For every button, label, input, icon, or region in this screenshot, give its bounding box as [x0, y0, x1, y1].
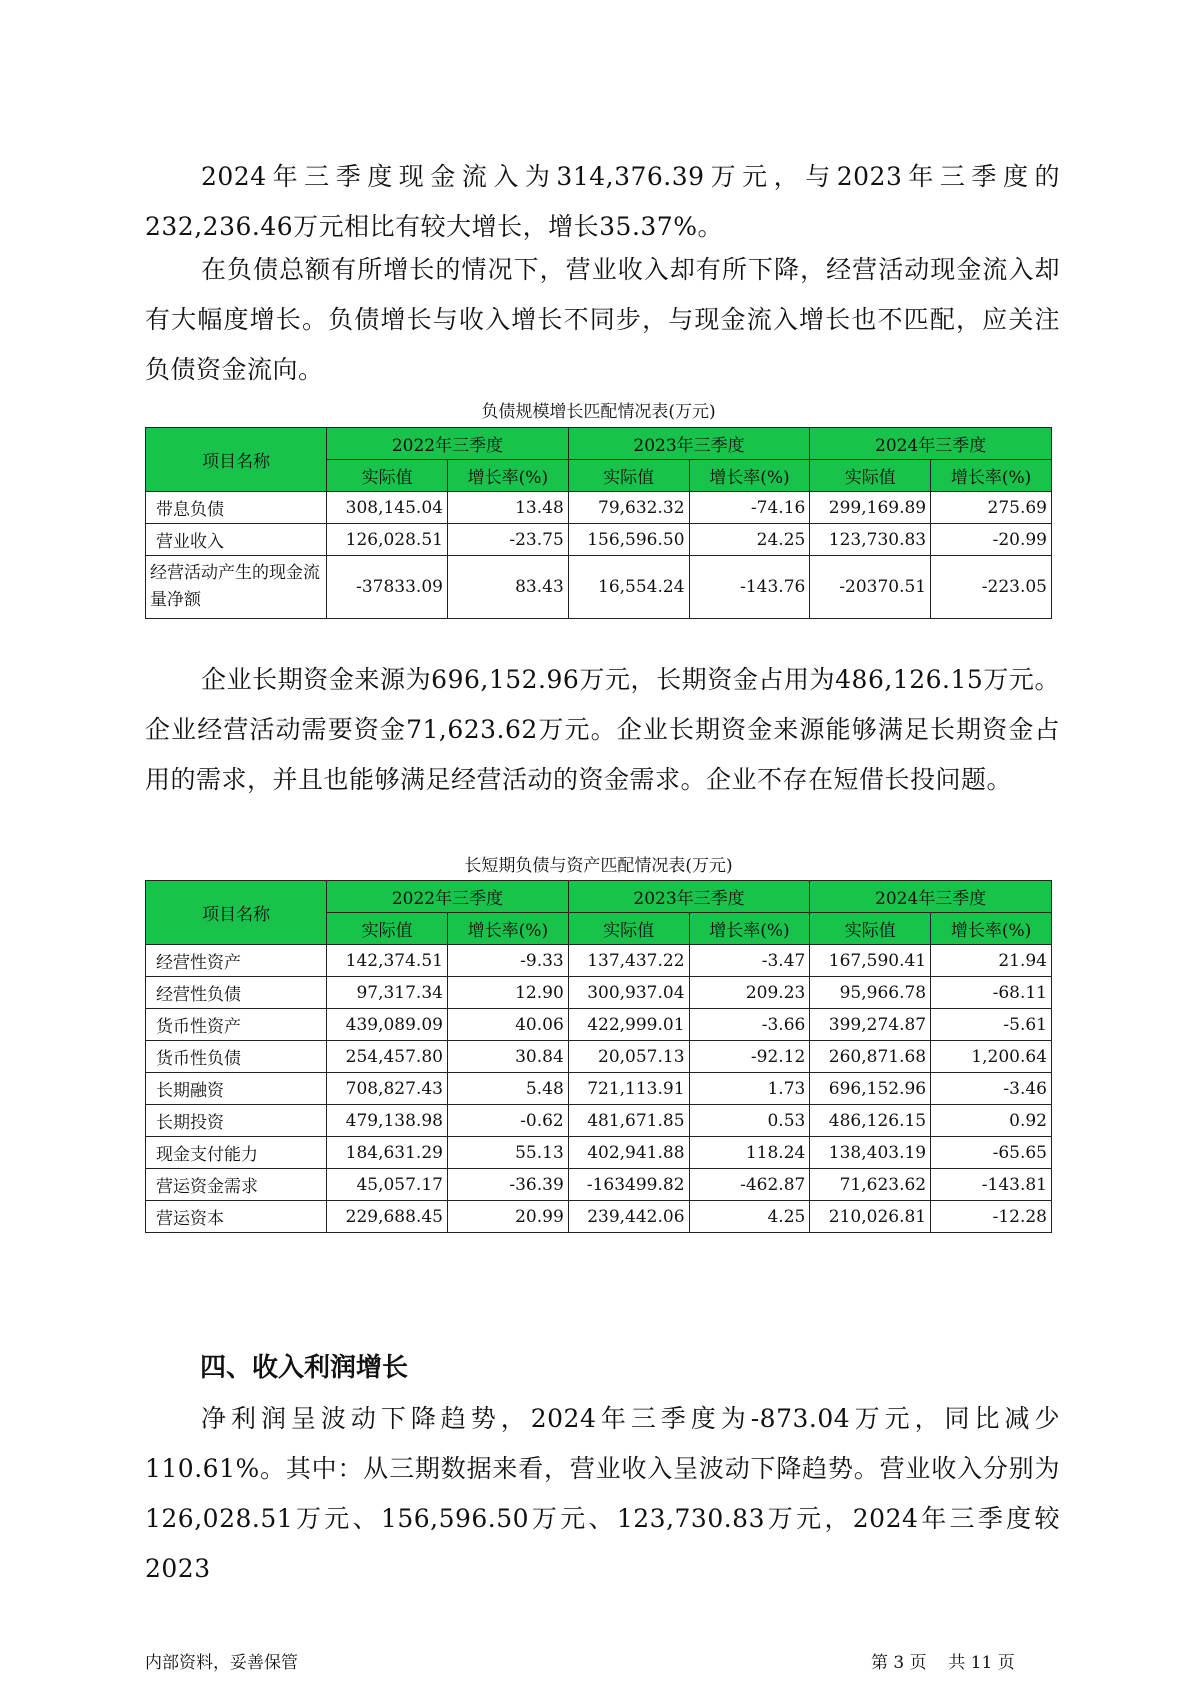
- page-prefix: 第: [871, 1653, 888, 1673]
- cell-value: 24.25: [689, 524, 810, 556]
- header-actual: 实际值: [327, 913, 448, 945]
- paragraph-cash-inflow: 2024年三季度现金流入为314,376.39万元，与2023年三季度的232,236.46万元相比有较大增长，增长35.37%。: [145, 162, 1060, 241]
- cell-value: -92.12: [689, 1041, 810, 1073]
- cell-value: -462.87: [689, 1169, 810, 1201]
- cell-value: 1.73: [689, 1073, 810, 1105]
- cell-value: -5.61: [931, 1009, 1052, 1041]
- cell-value: 696,152.96: [810, 1073, 931, 1105]
- table-row: [146, 524, 1052, 556]
- row-name: 经营性负债: [146, 977, 327, 1009]
- paragraph-debt-growth: 在负债总额有所增长的情况下，营业收入却有所下降，经营活动现金流入却有大幅度增长。负债增长与收入增长不同步，与现金流入增长也不匹配，应关注负债资金流向。: [145, 255, 1060, 384]
- table-row: [146, 556, 1052, 619]
- row-name: 营运资金需求: [146, 1169, 327, 1201]
- cell-value: 402,941.88: [568, 1137, 689, 1169]
- table-row: [146, 1009, 1052, 1041]
- header-item-name: 项目名称: [146, 428, 327, 492]
- cell-value: -65.65: [931, 1137, 1052, 1169]
- row-name: 经营性资产: [146, 945, 327, 977]
- table-row: [146, 1105, 1052, 1137]
- total-unit: 页: [997, 1653, 1015, 1673]
- cell-value: 239,442.06: [568, 1201, 689, 1233]
- cell-value: -23.75: [447, 524, 568, 556]
- cell-value: -163499.82: [568, 1169, 689, 1201]
- footer-page-number: [871, 1652, 1015, 1674]
- cell-value: 71,623.62: [810, 1169, 931, 1201]
- row-name: 营业收入: [146, 524, 327, 556]
- cell-value: 20,057.13: [568, 1041, 689, 1073]
- header-growth: 增长率(%): [931, 913, 1052, 945]
- header-growth: 增长率(%): [689, 460, 810, 492]
- cell-value: -143.76: [689, 556, 810, 619]
- cell-value: -36.39: [447, 1169, 568, 1201]
- cell-value: 275.69: [931, 492, 1052, 524]
- cell-value: -20.99: [931, 524, 1052, 556]
- cell-value: -223.05: [931, 556, 1052, 619]
- header-actual: 实际值: [568, 460, 689, 492]
- cell-value: 422,999.01: [568, 1009, 689, 1041]
- cell-value: -68.11: [931, 977, 1052, 1009]
- cell-value: -3.46: [931, 1073, 1052, 1105]
- header-period-2022: 2022年三季度: [327, 428, 569, 460]
- table-row: [146, 1169, 1052, 1201]
- cell-value: -12.28: [931, 1201, 1052, 1233]
- row-name: 营运资本: [146, 1201, 327, 1233]
- row-name: 经营活动产生的现金流量净额: [146, 556, 327, 619]
- paragraph-profit-trend: 净利润呈波动下降趋势，2024年三季度为-873.04万元，同比减少110.61%。其中：从三期数据来看，营业收入呈波动下降趋势。营业收入分别为126,028.51万元、156,596.50万元、123,730.83万元，2024年三季度较2023: [145, 1404, 1060, 1583]
- paragraph-long-term-funds: 企业长期资金来源为696,152.96万元，长期资金占用为486,126.15万元。企业经营活动需要资金71,623.62万元。企业长期资金来源能够满足长期资金占用的需求，并且也能够满足经营活动的资金需求。企业不存在短借长投问题。: [145, 665, 1061, 794]
- cell-value: 209.23: [689, 977, 810, 1009]
- header-period-2023: 2023年三季度: [568, 881, 810, 913]
- header-period-2024: 2024年三季度: [810, 428, 1052, 460]
- cell-value: 123,730.83: [810, 524, 931, 556]
- cell-value: 142,374.51: [327, 945, 448, 977]
- cell-value: 210,026.81: [810, 1201, 931, 1233]
- cell-value: 229,688.45: [327, 1201, 448, 1233]
- page-current: 3: [893, 1653, 905, 1673]
- cell-value: 21.94: [931, 945, 1052, 977]
- cell-value: -37833.09: [327, 556, 448, 619]
- cell-value: 156,596.50: [568, 524, 689, 556]
- cell-value: 118.24: [689, 1137, 810, 1169]
- cell-value: 83.43: [447, 556, 568, 619]
- header-period-2022: 2022年三季度: [327, 881, 569, 913]
- table-row: [146, 1073, 1052, 1105]
- cell-value: 721,113.91: [568, 1073, 689, 1105]
- cell-value: 399,274.87: [810, 1009, 931, 1041]
- header-period-2024: 2024年三季度: [810, 881, 1052, 913]
- cell-value: 308,145.04: [327, 492, 448, 524]
- header-actual: 实际值: [568, 913, 689, 945]
- page-unit: 页: [909, 1653, 927, 1673]
- header-period-2023: 2023年三季度: [568, 428, 810, 460]
- row-name: 长期投资: [146, 1105, 327, 1137]
- cell-value: 0.53: [689, 1105, 810, 1137]
- cell-value: -0.62: [447, 1105, 568, 1137]
- row-name: 货币性负债: [146, 1041, 327, 1073]
- row-name: 现金支付能力: [146, 1137, 327, 1169]
- header-actual: 实际值: [810, 460, 931, 492]
- cell-value: -20370.51: [810, 556, 931, 619]
- cell-value: -143.81: [931, 1169, 1052, 1201]
- section-heading: 四、收入利润增长: [200, 1353, 409, 1383]
- cell-value: 1,200.64: [931, 1041, 1052, 1073]
- header-growth: 增长率(%): [447, 460, 568, 492]
- total-prefix: 共: [948, 1653, 966, 1673]
- cell-value: 95,966.78: [810, 977, 931, 1009]
- cell-value: -3.66: [689, 1009, 810, 1041]
- cell-value: 260,871.68: [810, 1041, 931, 1073]
- debt-asset-match-table: [145, 880, 1052, 1233]
- footer-confidential-note: 内部资料，妥善保管: [145, 1653, 298, 1673]
- cell-value: 0.92: [931, 1105, 1052, 1137]
- cell-value: -9.33: [447, 945, 568, 977]
- table1-caption: 负债规模增长匹配情况表(万元): [481, 402, 716, 422]
- cell-value: 481,671.85: [568, 1105, 689, 1137]
- table-row: [146, 1201, 1052, 1233]
- cell-value: 20.99: [447, 1201, 568, 1233]
- cell-value: 30.84: [447, 1041, 568, 1073]
- header-growth: 增长率(%): [931, 460, 1052, 492]
- page-total: 11: [970, 1653, 993, 1673]
- cell-value: 4.25: [689, 1201, 810, 1233]
- cell-value: 5.48: [447, 1073, 568, 1105]
- cell-value: -3.47: [689, 945, 810, 977]
- cell-value: 45,057.17: [327, 1169, 448, 1201]
- cell-value: 479,138.98: [327, 1105, 448, 1137]
- table-row: [146, 945, 1052, 977]
- cell-value: 486,126.15: [810, 1105, 931, 1137]
- debt-scale-table: [145, 427, 1052, 619]
- header-actual: 实际值: [327, 460, 448, 492]
- header-actual: 实际值: [810, 913, 931, 945]
- row-name: 长期融资: [146, 1073, 327, 1105]
- cell-value: 708,827.43: [327, 1073, 448, 1105]
- table2-caption: 长短期负债与资产匹配情况表(万元): [464, 856, 733, 876]
- cell-value: 137,437.22: [568, 945, 689, 977]
- cell-value: 126,028.51: [327, 524, 448, 556]
- cell-value: 97,317.34: [327, 977, 448, 1009]
- cell-value: 13.48: [447, 492, 568, 524]
- cell-value: 439,089.09: [327, 1009, 448, 1041]
- cell-value: 299,169.89: [810, 492, 931, 524]
- header-item-name: 项目名称: [146, 881, 327, 945]
- table-row: [146, 1041, 1052, 1073]
- cell-value: 184,631.29: [327, 1137, 448, 1169]
- table-row: [146, 492, 1052, 524]
- cell-value: 16,554.24: [568, 556, 689, 619]
- row-name: 带息负债: [146, 492, 327, 524]
- cell-value: -74.16: [689, 492, 810, 524]
- header-growth: 增长率(%): [447, 913, 568, 945]
- cell-value: 40.06: [447, 1009, 568, 1041]
- cell-value: 138,403.19: [810, 1137, 931, 1169]
- cell-value: 12.90: [447, 977, 568, 1009]
- header-growth: 增长率(%): [689, 913, 810, 945]
- cell-value: 55.13: [447, 1137, 568, 1169]
- row-name: 货币性资产: [146, 1009, 327, 1041]
- table-row: [146, 977, 1052, 1009]
- cell-value: 254,457.80: [327, 1041, 448, 1073]
- cell-value: 167,590.41: [810, 945, 931, 977]
- table-row: [146, 1137, 1052, 1169]
- cell-value: 300,937.04: [568, 977, 689, 1009]
- cell-value: 79,632.32: [568, 492, 689, 524]
